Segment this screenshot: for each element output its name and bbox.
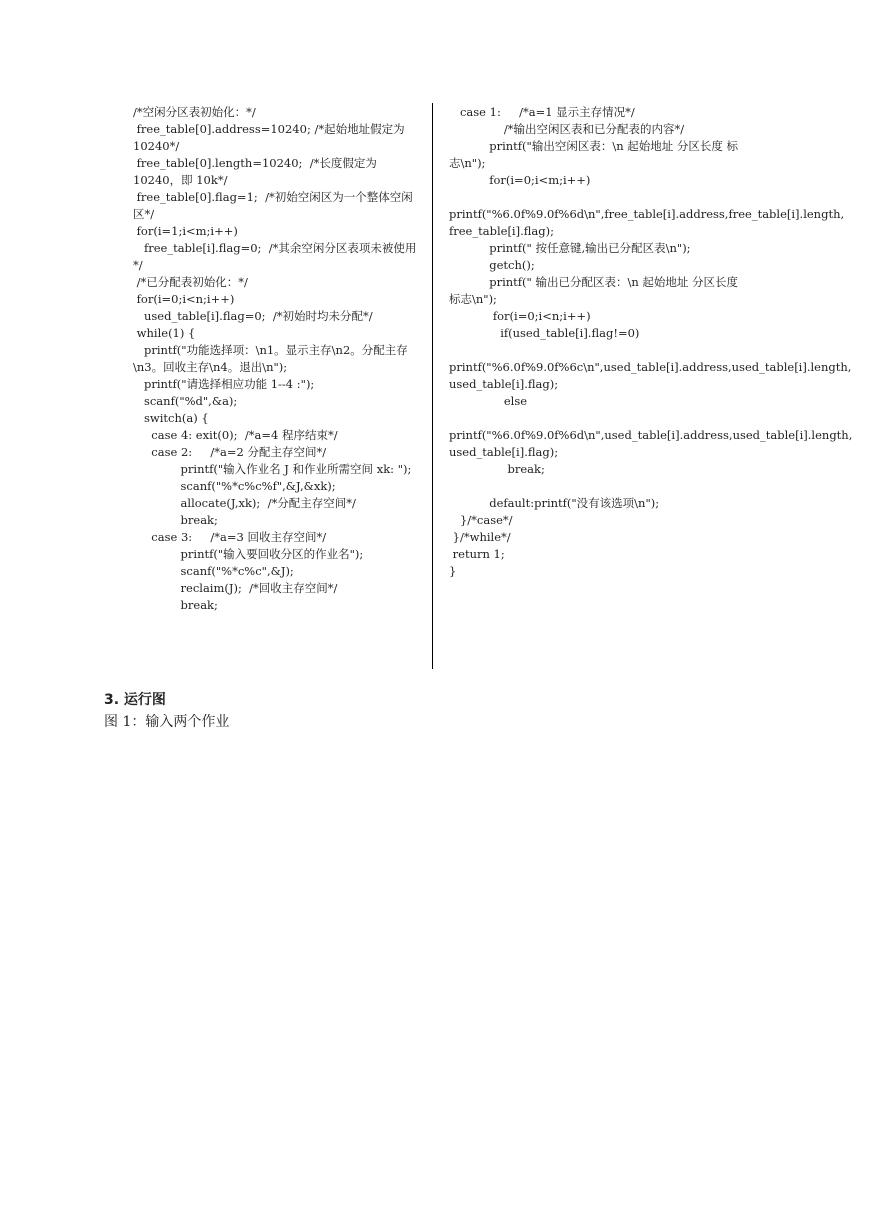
code-line: scanf("%*c%c",&J);	[133, 564, 294, 578]
code-line: }/*while*/	[449, 530, 511, 544]
code-line: getch();	[449, 258, 535, 272]
code-line: free_table[i].flag=0; /*其余空闲分区表项未被使用*/	[133, 241, 417, 272]
code-line: if(used_table[i].flag!=0)	[449, 326, 640, 340]
figure-caption: 图 1：输入两个作业	[104, 714, 230, 730]
code-line: /*空闲分区表初始化：*/	[133, 105, 256, 119]
code-line: free_table[0].length=10240; /*长度假定为 10240，即 10k*/	[133, 156, 381, 187]
code-line	[449, 478, 739, 495]
code-line: case 1: /*a=1 显示主存情况*/	[449, 105, 635, 119]
section-heading: 3. 运行图	[104, 692, 166, 708]
code-line	[449, 410, 739, 427]
code-line: case 4: exit(0); /*a=4 程序结束*/	[133, 428, 338, 442]
code-line: printf("%6.0f%9.0f%6d\n",used_table[i].address,used_table[i].length, used_table[i].flag);	[449, 428, 857, 459]
code-line	[449, 189, 739, 206]
code-line: break;	[133, 598, 218, 612]
code-line: printf(" 按任意键,输出已分配区表\n");	[449, 241, 691, 255]
code-line: reclaim(J); /*回收主存空间*/	[133, 581, 338, 595]
code-line: printf("输出空闲区表：\n 起始地址 分区长度 标志\n");	[449, 139, 739, 170]
code-line: return 1;	[449, 547, 505, 561]
code-column-right	[449, 104, 857, 580]
code-line: case 3: /*a=3 回收主存空间*/	[133, 530, 327, 544]
code-line: case 2: /*a=2 分配主存空间*/	[133, 445, 327, 459]
code-line: printf("功能选择项：\n1。显示主存\n2。分配主存\n3。回收主存\n4。退出\n");	[133, 343, 408, 374]
code-line: printf("%6.0f%9.0f%6d\n",free_table[i].address,free_table[i].length, free_table[i].flag);	[449, 207, 848, 238]
code-line: printf("输入要回收分区的作业名");	[133, 547, 364, 561]
code-line: break;	[133, 513, 218, 527]
code-line: switch(a) {	[133, 411, 209, 425]
code-line: default:printf("没有该选项\n");	[449, 496, 660, 510]
code-line: while(1) {	[133, 326, 196, 340]
code-line: }	[449, 564, 457, 578]
code-line: printf("%6.0f%9.0f%6c\n",used_table[i].address,used_table[i].length, used_table[i].flag);	[449, 360, 856, 391]
code-line: printf(" 输出已分配区表：\n 起始地址 分区长度 标志\n");	[449, 275, 742, 306]
code-line: for(i=0;i<n;i++)	[449, 309, 591, 323]
code-line: used_table[i].flag=0; /*初始时均未分配*/	[133, 309, 373, 323]
code-line: printf("输入作业名 J 和作业所需空间 xk: ");	[133, 462, 412, 476]
code-line: allocate(J,xk); /*分配主存空间*/	[133, 496, 356, 510]
code-column-left	[133, 104, 421, 614]
code-line: scanf("%d",&a);	[133, 394, 238, 408]
code-line: /*已分配表初始化：*/	[133, 275, 248, 289]
code-line: for(i=1;i<m;i++)	[133, 224, 238, 238]
code-line: for(i=0;i<n;i++)	[133, 292, 235, 306]
code-line: /*输出空闲区表和已分配表的内容*/	[449, 122, 685, 136]
code-line: break;	[449, 462, 545, 476]
code-line: else	[449, 394, 528, 408]
column-divider	[432, 103, 433, 669]
code-line: printf("请选择相应功能 1--4 :");	[133, 377, 315, 391]
code-line: for(i=0;i<m;i++)	[449, 173, 591, 187]
code-line	[449, 342, 739, 359]
code-line: free_table[0].flag=1; /*初始空闲区为一个整体空闲区*/	[133, 190, 413, 221]
code-line: }/*case*/	[449, 513, 513, 527]
code-line: scanf("%*c%c%f",&J,&xk);	[133, 479, 336, 493]
code-line: free_table[0].address=10240; /*起始地址假定为 10240*/	[133, 122, 409, 153]
